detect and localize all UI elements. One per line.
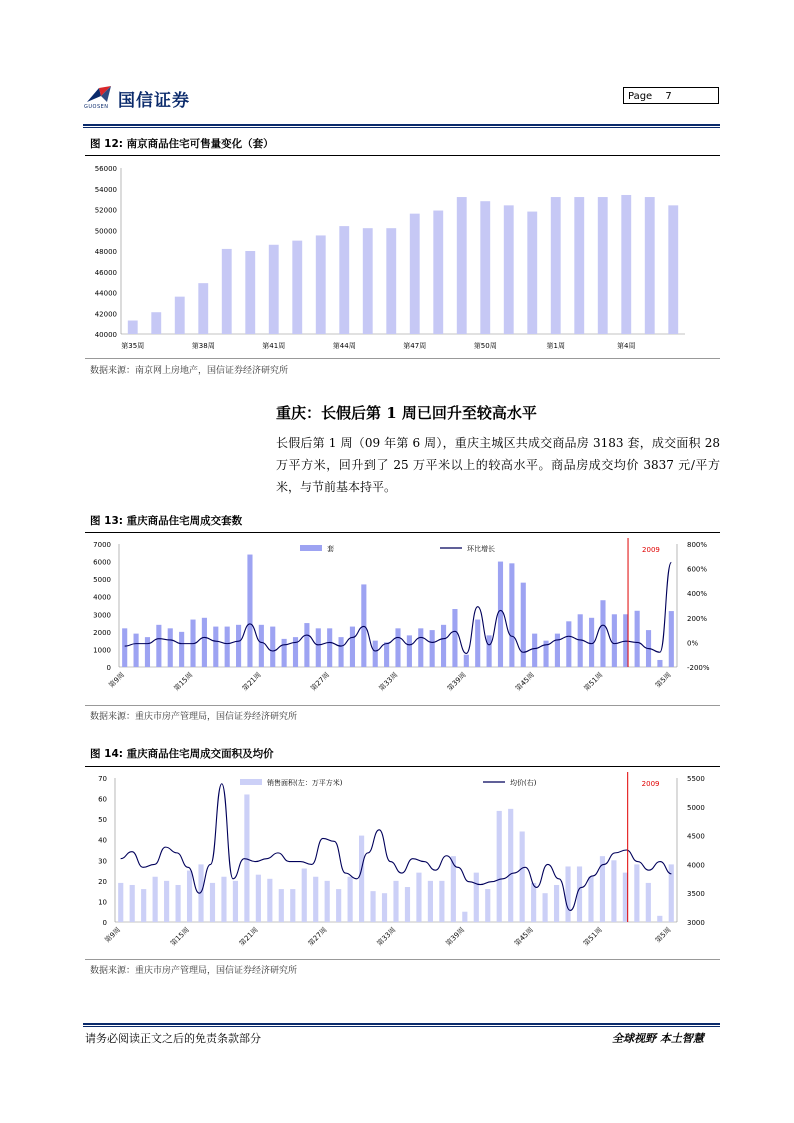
x-tick-label: 第4周	[617, 342, 636, 350]
left-tick-label: 30	[98, 857, 107, 866]
bar	[316, 235, 326, 334]
x-tick-label: 第51周	[582, 670, 605, 693]
fig14-source: 数据来源：重庆市房产管理局，国信证券经济研究所	[90, 966, 298, 976]
bar	[405, 887, 410, 922]
bar	[176, 885, 181, 922]
section-title: 重庆：长假后第 1 周已回升至较高水平	[276, 404, 537, 422]
y-tick-label: 56000	[94, 165, 117, 173]
bar	[452, 609, 457, 667]
bar	[508, 809, 513, 922]
bar	[393, 881, 398, 922]
page-number: 7	[665, 91, 672, 102]
bar	[348, 877, 353, 922]
legend-bar-swatch	[240, 779, 262, 785]
bar	[202, 618, 207, 667]
bar	[433, 211, 443, 334]
bar	[498, 562, 503, 667]
bar	[151, 312, 161, 334]
bar	[256, 875, 261, 922]
x-tick-label: 第47周	[403, 342, 427, 350]
left-tick-label: 6000	[93, 558, 111, 567]
left-tick-label: 70	[98, 775, 107, 783]
bar	[428, 881, 433, 922]
x-tick-label: 第9周	[103, 925, 123, 945]
right-tick-label: 3000	[687, 919, 705, 927]
bar	[236, 625, 241, 667]
fig13-source: 数据来源：重庆市房产管理局，国信证券经济研究所	[90, 712, 298, 722]
bar	[290, 889, 295, 922]
bar	[175, 297, 185, 334]
y-tick-label: 54000	[94, 185, 117, 194]
left-tick-label: 20	[98, 877, 107, 886]
bar	[386, 228, 396, 334]
bar	[430, 630, 435, 667]
bar	[279, 889, 284, 922]
bar	[233, 881, 238, 922]
left-tick-label: 40	[98, 836, 107, 845]
legend-line-label: 环比增长	[467, 545, 495, 553]
legend-bar-label: 套	[327, 545, 334, 553]
fig13-top-rule	[85, 532, 720, 533]
x-tick-label: 第44周	[332, 342, 356, 350]
year-marker-label: 2009	[642, 546, 660, 554]
fig14-top-rule	[85, 766, 720, 767]
bar	[339, 226, 349, 334]
fig14-chart	[85, 768, 720, 958]
bar	[416, 873, 421, 922]
bar	[532, 634, 537, 667]
bar	[327, 628, 332, 667]
left-tick-label: 2000	[93, 628, 111, 637]
right-tick-label: 4000	[687, 861, 705, 870]
bar	[521, 583, 526, 667]
bar	[407, 635, 412, 667]
fig13-title: 图 13: 重庆商品住宅周成交套数	[90, 515, 243, 527]
x-tick-label: 第21周	[237, 925, 260, 948]
footer-disclaimer: 请务必阅读正文之后的免责条款部分	[85, 1032, 261, 1045]
x-tick-label: 第35周	[121, 342, 145, 350]
bar	[134, 634, 139, 667]
guosen-logo-icon	[85, 84, 113, 104]
x-tick-label: 第45周	[514, 670, 537, 693]
bar	[475, 620, 480, 667]
bar	[269, 245, 279, 334]
bar	[520, 831, 525, 922]
bar	[316, 628, 321, 667]
bar	[153, 877, 158, 922]
left-tick-label: 1000	[93, 646, 111, 655]
x-tick-label: 第38周	[191, 342, 215, 350]
bar	[122, 628, 127, 667]
right-tick-label: 800%	[687, 541, 708, 549]
bar	[304, 623, 309, 667]
page-label: Page	[628, 91, 653, 102]
left-tick-label: 50	[98, 816, 107, 825]
right-tick-label: 400%	[687, 590, 708, 599]
left-tick-label: 3000	[93, 611, 111, 620]
footer-rule	[83, 1023, 720, 1025]
bar	[222, 249, 232, 334]
logo-text: 国信证券	[118, 91, 190, 111]
bar	[350, 627, 355, 667]
x-tick-label: 第39周	[444, 925, 467, 948]
x-tick-label: 第45周	[513, 925, 536, 948]
bar	[555, 634, 560, 667]
legend-bar-label: 销售面积(左：万平方米)	[267, 779, 343, 787]
paragraph-text: 长假后第 1 周（09 年第 6 周），重庆主城区共成交商品房 3183 套，成交面积 28 万平方米，回升到了 25 万平米以上的较高水平。商品房成交均价 3837 元/平方米，与节前基本持平。	[276, 436, 720, 494]
bar	[313, 877, 318, 922]
logo-subtext: GUOSEN	[84, 104, 109, 110]
bar	[621, 195, 631, 334]
year-marker-label: 2009	[641, 780, 660, 788]
y-tick-label: 52000	[94, 206, 117, 215]
bar	[363, 228, 373, 334]
footer-rule-thin	[83, 1026, 720, 1027]
bar	[282, 639, 287, 667]
bar	[554, 885, 559, 922]
bar	[164, 881, 169, 922]
bar	[462, 912, 467, 922]
bar	[588, 877, 593, 922]
bar	[213, 627, 218, 667]
right-tick-label: 5500	[687, 775, 705, 783]
bar	[574, 197, 584, 334]
bar	[487, 635, 492, 667]
left-tick-label: 7000	[93, 541, 111, 549]
left-tick-label: 60	[98, 795, 107, 804]
bar	[634, 864, 639, 922]
y-tick-label: 48000	[94, 248, 117, 256]
x-tick-label: 第27周	[306, 925, 329, 948]
bar	[338, 637, 343, 667]
bar	[128, 321, 138, 334]
right-tick-label: 3500	[687, 890, 705, 899]
left-tick-label: 5000	[93, 576, 111, 585]
bar	[156, 625, 161, 667]
fig12-title: 图 12: 南京商品住宅可售量变化（套）	[90, 138, 274, 150]
bar	[464, 655, 469, 667]
bar	[198, 283, 208, 334]
fig12-top-rule	[85, 155, 720, 156]
bar	[668, 205, 678, 334]
bar	[669, 611, 674, 667]
y-tick-label: 50000	[94, 227, 117, 236]
bar	[565, 866, 570, 922]
x-tick-label: 第21周	[240, 670, 263, 693]
bar	[657, 916, 662, 922]
x-tick-label: 第39周	[445, 670, 468, 693]
x-tick-label: 第9周	[107, 670, 127, 690]
bar	[439, 881, 444, 922]
bar	[497, 811, 502, 922]
left-tick-label: 4000	[93, 593, 111, 602]
footer-slogan: 全球视野 本土智慧	[612, 1032, 704, 1045]
bar	[600, 600, 605, 667]
bar	[247, 555, 252, 667]
bar	[527, 212, 537, 334]
bar	[359, 836, 364, 922]
bar	[504, 205, 514, 334]
bar	[395, 628, 400, 667]
x-tick-label: 第15周	[172, 670, 195, 693]
bar	[270, 627, 275, 667]
bar	[187, 871, 192, 922]
bar	[441, 625, 446, 667]
bar	[382, 893, 387, 922]
x-tick-label: 第33周	[377, 670, 400, 693]
fig13-bottom-rule	[85, 705, 720, 706]
bar	[384, 642, 389, 667]
right-tick-label: 200%	[687, 614, 708, 623]
right-tick-label: -200%	[687, 664, 710, 672]
bar	[551, 197, 561, 334]
left-tick-label: 0	[106, 664, 111, 672]
bar	[373, 641, 378, 667]
bar	[336, 889, 341, 922]
fig13-chart	[85, 534, 720, 704]
bar	[210, 883, 215, 922]
page-indicator	[623, 87, 719, 104]
y-tick-label: 40000	[94, 331, 117, 339]
legend-bar-swatch	[300, 545, 322, 551]
bar	[474, 873, 479, 922]
bar	[245, 251, 255, 334]
bar	[118, 883, 123, 922]
bar	[168, 628, 173, 667]
right-tick-label: 600%	[687, 565, 708, 574]
x-tick-label: 第15周	[169, 925, 191, 948]
bar	[225, 627, 230, 667]
fig12-source: 数据来源：南京网上房地产，国信证券经济研究所	[90, 366, 289, 376]
bar	[612, 614, 617, 667]
bar	[361, 584, 366, 667]
bar	[410, 214, 420, 334]
bar	[480, 201, 490, 334]
bar	[302, 869, 307, 922]
bar	[645, 197, 655, 334]
bar	[325, 881, 330, 922]
right-tick-label: 0%	[687, 639, 699, 648]
header-rule-thin	[83, 127, 720, 128]
bar	[370, 891, 375, 922]
legend-line-label: 均价(右)	[510, 779, 537, 787]
x-tick-label: 第5周	[653, 925, 673, 945]
fig12-bottom-rule	[85, 358, 720, 359]
left-tick-label: 10	[98, 898, 107, 907]
bar	[509, 563, 514, 667]
fig14-bottom-rule	[85, 959, 720, 960]
bar	[141, 889, 146, 922]
bar	[221, 877, 226, 922]
x-tick-label: 第1周	[546, 342, 565, 350]
fig12-chart	[85, 158, 720, 358]
bar	[598, 197, 608, 334]
bar	[543, 893, 548, 922]
x-tick-label: 第50周	[473, 342, 497, 350]
bar	[531, 883, 536, 922]
bar	[646, 883, 651, 922]
y-tick-label: 46000	[94, 268, 117, 277]
bar	[292, 241, 302, 334]
bar	[657, 660, 662, 667]
x-tick-label: 第41周	[262, 342, 286, 350]
section-paragraph	[276, 432, 720, 498]
right-tick-label: 5000	[687, 803, 705, 812]
y-tick-label: 42000	[94, 310, 117, 319]
left-tick-label: 0	[102, 919, 107, 927]
bar	[179, 632, 184, 667]
bar	[145, 637, 150, 667]
x-tick-label: 第27周	[309, 670, 332, 693]
y-tick-label: 44000	[94, 289, 117, 298]
right-tick-label: 4500	[687, 832, 705, 841]
x-tick-label: 第33周	[375, 925, 398, 948]
bar	[267, 879, 272, 922]
x-tick-label: 第5周	[654, 670, 673, 690]
bar	[635, 611, 640, 667]
x-tick-label: 第51周	[581, 925, 604, 948]
bar	[611, 860, 616, 922]
bar	[130, 885, 135, 922]
header-rule	[83, 124, 720, 126]
bar	[259, 625, 264, 667]
bar	[485, 889, 490, 922]
fig14-title: 图 14: 重庆商品住宅周成交面积及均价	[90, 748, 274, 760]
bar	[418, 628, 423, 667]
bar	[566, 621, 571, 667]
bar	[457, 197, 467, 334]
